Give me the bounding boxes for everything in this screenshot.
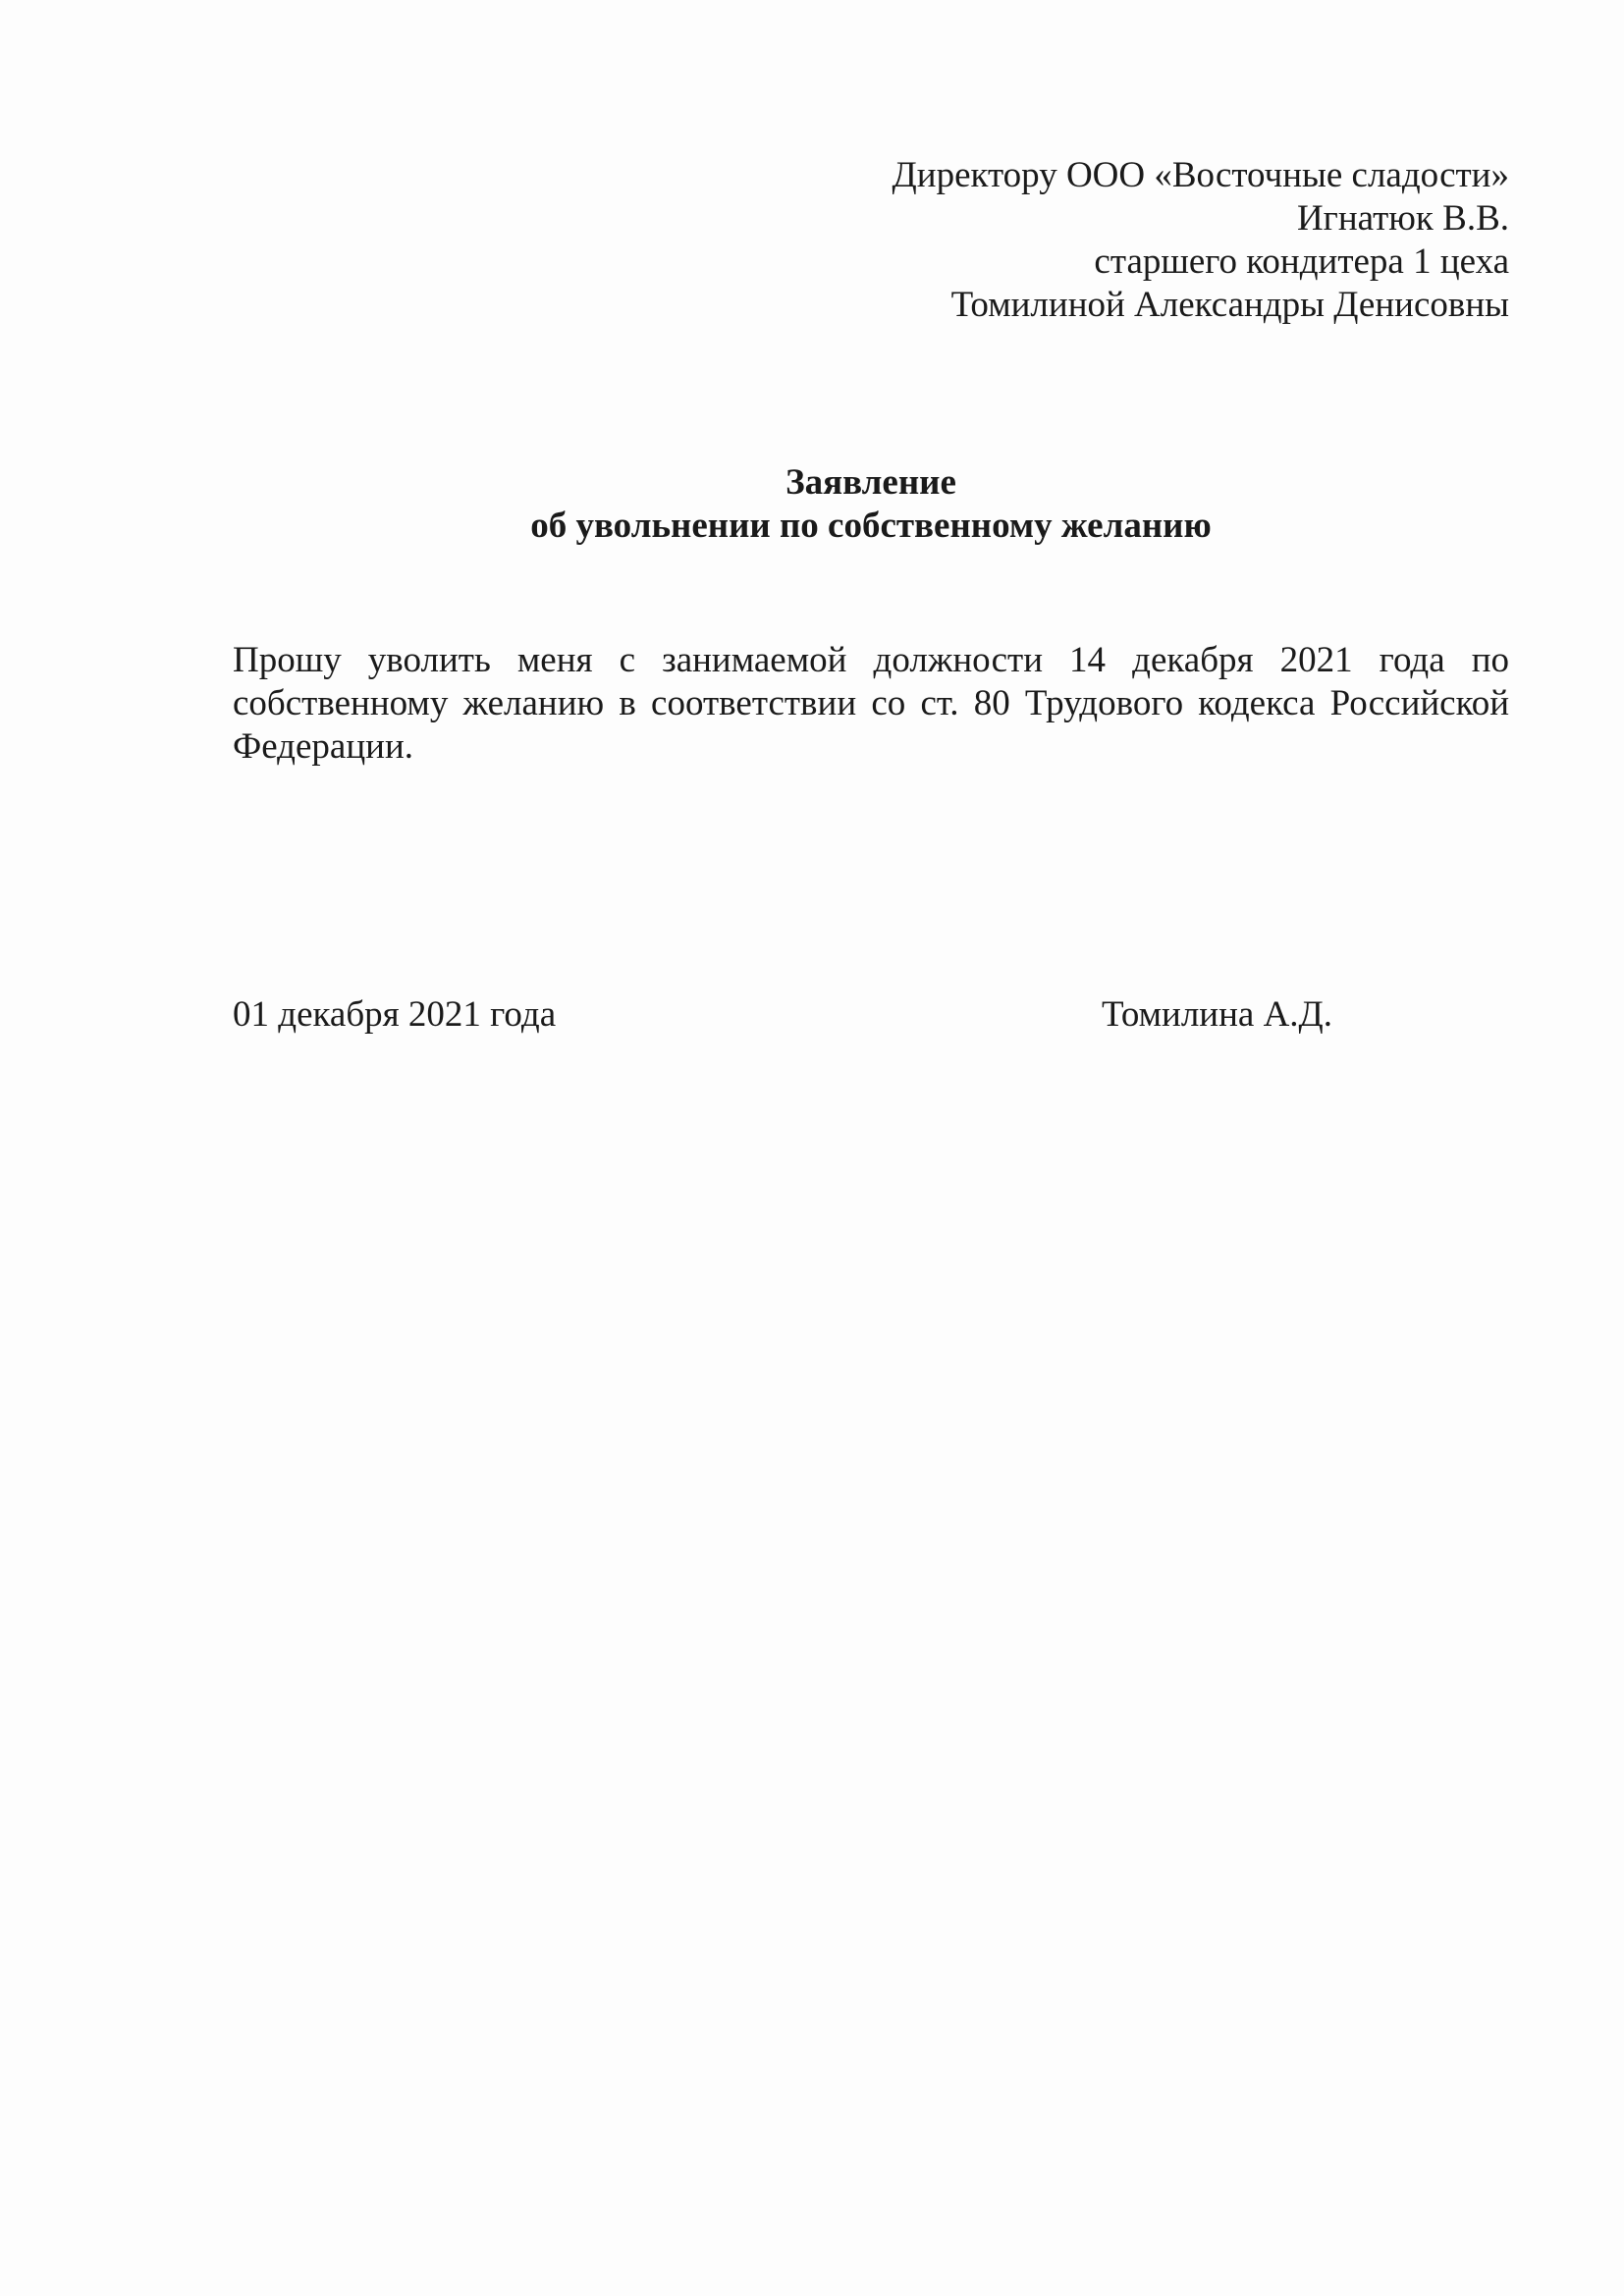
sender-line: старшего кондитера 1 цеха	[1094, 241, 1509, 282]
document-date: 01 декабря 2021 года	[233, 994, 557, 1035]
document-title	[233, 461, 1509, 548]
title-subtitle: об увольнении по собственному желанию	[530, 506, 1212, 546]
title-main: Заявление	[785, 462, 956, 503]
addressee-line: Игнатюк В.В.	[1296, 198, 1509, 239]
addressee-block	[625, 154, 1509, 327]
request-paragraph: Прошу уволить меня с занимаемой должности 14 декабря 2021 года по собственному желанию в соответствии со ст. 80 Трудового кодекса Российской Федерации.	[233, 640, 1509, 767]
sender-line: Томилиной Александры Денисовны	[950, 285, 1509, 325]
signature-name: Томилина А.Д.	[1102, 994, 1333, 1035]
addressee-line: Директору ООО «Восточные сладости»	[892, 155, 1509, 195]
